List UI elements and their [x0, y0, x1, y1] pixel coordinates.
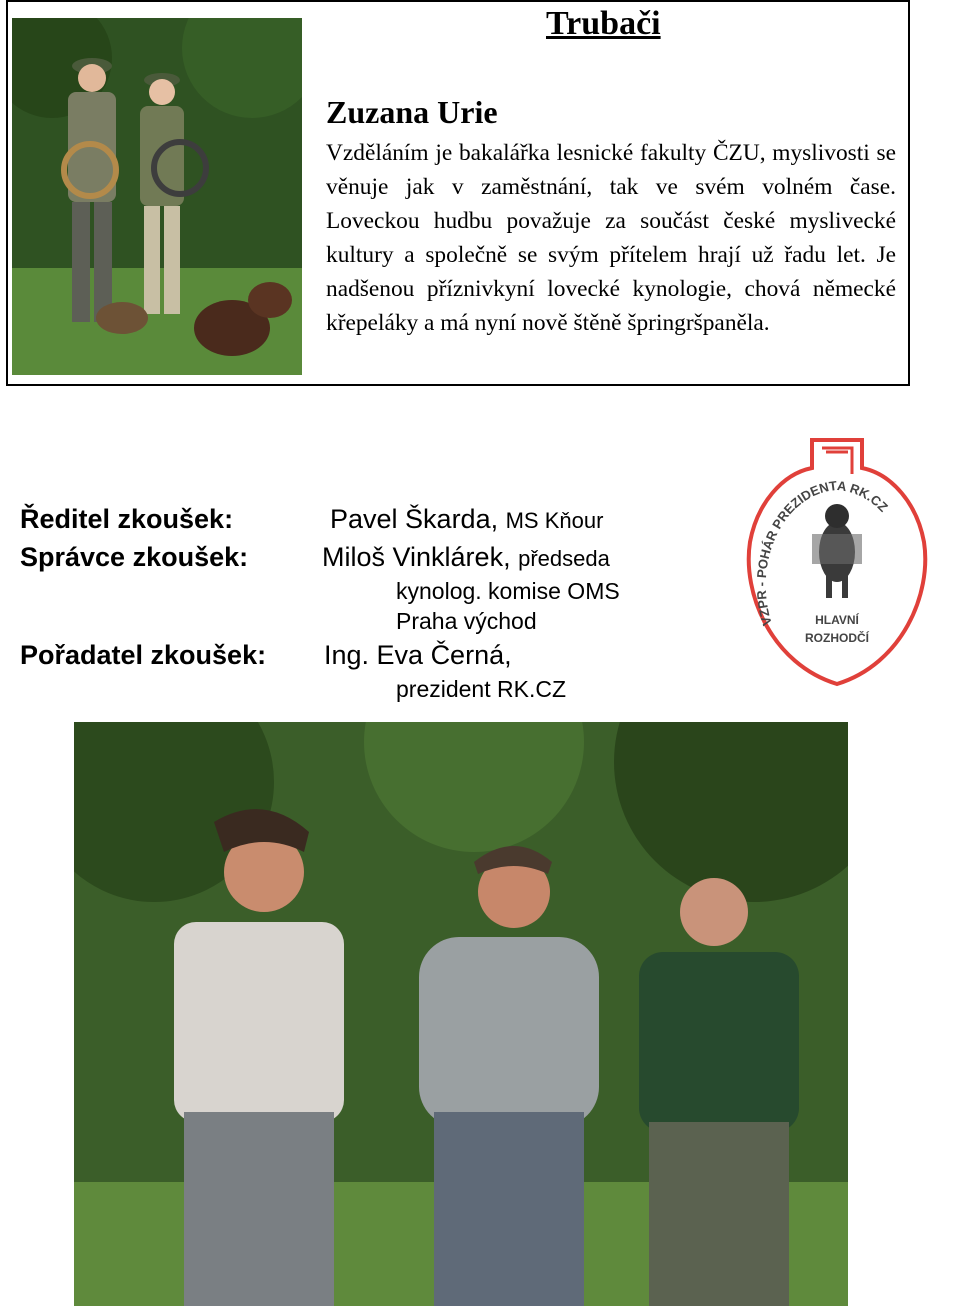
admin-name: Miloš Vinklárek,: [322, 542, 511, 572]
bio-name: Zuzana Urie: [326, 94, 498, 130]
badge-ring-text: VZPR - POHÁR PREZIDENTA RK.CZ: [753, 477, 891, 628]
admin-role: předseda: [518, 546, 610, 571]
admin-label: Správce zkoušek:: [20, 542, 249, 572]
badge-icon: [742, 434, 932, 694]
trumpeters-photo: [12, 18, 302, 375]
director-value: [330, 502, 603, 538]
admin-role-3: Praha východ: [396, 608, 537, 634]
director-org: MS Kňour: [505, 508, 604, 533]
admin-role-2: kynolog. komise OMS: [396, 578, 620, 604]
badge-line2: ROZHODČÍ: [805, 631, 869, 645]
badge-line1: HLAVNÍ: [815, 613, 859, 627]
section-title: Trubači: [546, 5, 661, 42]
admin-value: [322, 540, 610, 576]
chief-judge-badge-logo: [742, 434, 932, 694]
director-label: Ředitel zkoušek:: [20, 504, 234, 534]
organizer-role: prezident RK.CZ: [396, 676, 567, 702]
organizer-name: Ing. Eva Černá,: [324, 640, 512, 670]
trumpeters-illustration: [12, 18, 302, 375]
officials-photo: [74, 722, 848, 1306]
director-name: Pavel Škarda,: [330, 504, 499, 534]
officials-illustration: [74, 722, 848, 1306]
organizer-label: Pořadatel zkoušek:: [20, 640, 267, 670]
bio-text: Vzděláním je bakalářka lesnické fakulty ČZU, myslivosti se věnuje jak v zaměstnání, tak ve svém volném čase. Loveckou hudbu považuje za součást české myslivecké kultury a společně se svým přítelem hrají už řadu let. Je nadšenou příznivkyní lovecké kynologie, chová německé křepeláky a má nyní nově štěně špringršpaněla.: [326, 140, 896, 336]
